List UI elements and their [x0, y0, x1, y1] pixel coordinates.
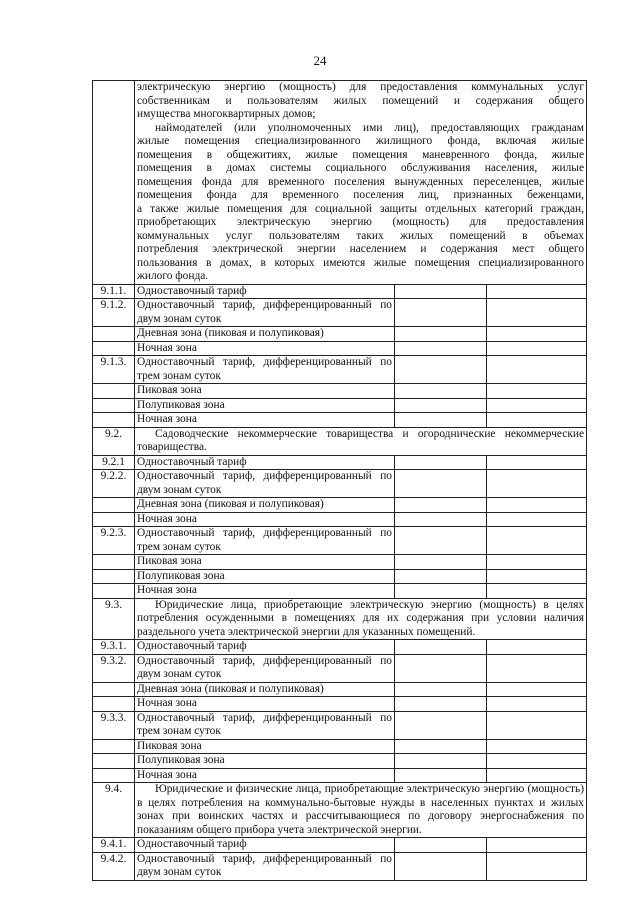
row-number: 9.4.: [93, 783, 135, 838]
row-number: [93, 512, 135, 527]
tariff-value-cell: [395, 838, 487, 853]
table-row: [93, 598, 587, 640]
table-row: [93, 413, 587, 428]
table-row: [93, 569, 587, 584]
tariff-value-cell: [395, 356, 487, 384]
tariff-value-cell: [487, 384, 587, 399]
table-row: [93, 284, 587, 299]
tariff-value-cell: [487, 299, 587, 327]
table-row: [93, 584, 587, 599]
tariff-table-body: [93, 81, 587, 881]
row-description: Ночная зона: [135, 413, 395, 428]
row-description: Одноставочный тариф, дифференцированный по двум зонам суток: [135, 470, 395, 498]
row-description: Одноставочный тариф, дифференцированный по двум зонам суток: [135, 299, 395, 327]
table-row: [93, 398, 587, 413]
row-description: Одноставочный тариф, дифференцированный по трем зонам суток: [135, 356, 395, 384]
tariff-value-cell: [487, 640, 587, 655]
table-row: [93, 512, 587, 527]
row-description: Садоводческие некоммерческие товарищества и огороднические некоммерческие товарищества.: [135, 427, 587, 455]
row-description: Дневная зона (пиковая и полупиковая): [135, 498, 395, 513]
row-description: Одноставочный тариф: [135, 640, 395, 655]
table-row: [93, 527, 587, 555]
row-description: Ночная зона: [135, 768, 395, 783]
tariff-value-cell: [395, 739, 487, 754]
row-number: [93, 682, 135, 697]
tariff-value-cell: [487, 838, 587, 853]
row-description: Пиковая зона: [135, 739, 395, 754]
tariff-value-cell: [487, 569, 587, 584]
row-number: 9.2.: [93, 427, 135, 455]
table-row: [93, 640, 587, 655]
row-number: [93, 697, 135, 712]
tariff-value-cell: [487, 341, 587, 356]
intro-line: жилые помещения специализированного жилищного фонда, включая жилые: [137, 135, 585, 147]
row-number: 9.3.: [93, 598, 135, 640]
row-description: Ночная зона: [135, 697, 395, 712]
tariff-value-cell: [487, 527, 587, 555]
table-row: [93, 356, 587, 384]
tariff-value-cell: [395, 768, 487, 783]
row-number: [93, 398, 135, 413]
row-description: Дневная зона (пиковая и полупиковая): [135, 682, 395, 697]
row-description: Пиковая зона: [135, 555, 395, 570]
row-description: Дневная зона (пиковая и полупиковая): [135, 327, 395, 342]
row-number: 9.4.1.: [93, 838, 135, 853]
table-row: [93, 327, 587, 342]
tariff-value-cell: [395, 398, 487, 413]
table-row: [93, 711, 587, 739]
tariff-value-cell: [395, 384, 487, 399]
table-row: [93, 739, 587, 754]
row-description: Ночная зона: [135, 584, 395, 599]
tariff-value-cell: [395, 682, 487, 697]
table-row: [93, 852, 587, 880]
tariff-value-cell: [487, 398, 587, 413]
row-number: 9.2.3.: [93, 527, 135, 555]
tariff-value-cell: [487, 768, 587, 783]
intro-line: помещения в общежитиях, жилые помещения маневренного фонда, жилые: [137, 148, 585, 161]
table-row: [93, 754, 587, 769]
row-number: [93, 384, 135, 399]
tariff-value-cell: [487, 555, 587, 570]
tariff-value-cell: [395, 697, 487, 712]
table-row: [93, 427, 587, 455]
row-description: Ночная зона: [135, 512, 395, 527]
tariff-table: [92, 80, 587, 881]
tariff-value-cell: [487, 470, 587, 498]
tariff-value-cell: [395, 470, 487, 498]
tariff-value-cell: [487, 754, 587, 769]
row-number: [93, 341, 135, 356]
row-description: Одноставочный тариф, дифференцированный по трем зонам суток: [135, 527, 395, 555]
tariff-value-cell: [487, 739, 587, 754]
tariff-value-cell: [395, 341, 487, 356]
table-row: [93, 555, 587, 570]
row-number: [93, 498, 135, 513]
intro-number-cell: [93, 81, 135, 285]
intro-line: пользования в домах, в которых имеются жилые помещения специализированного: [137, 256, 585, 269]
tariff-value-cell: [395, 852, 487, 880]
table-row: [93, 384, 587, 399]
row-description: Полупиковая зона: [135, 398, 395, 413]
intro-line: а также жилые помещения для социальной защиты отдельных категорий граждан,: [137, 202, 585, 215]
row-description: Одноставочный тариф, дифференцированный по трем зонам суток: [135, 711, 395, 739]
intro-line: коммунальных услуг пользователям таких жилых помещений в объемах: [137, 229, 585, 242]
row-number: 9.2.1: [93, 455, 135, 470]
tariff-value-cell: [395, 654, 487, 682]
row-number: [93, 739, 135, 754]
row-number: [93, 768, 135, 783]
row-description: Пиковая зона: [135, 384, 395, 399]
row-number: 9.1.1.: [93, 284, 135, 299]
tariff-value-cell: [487, 852, 587, 880]
row-number: [93, 569, 135, 584]
table-row: [93, 654, 587, 682]
row-number: 9.3.2.: [93, 654, 135, 682]
row-description: Одноставочный тариф: [135, 455, 395, 470]
row-description: Одноставочный тариф, дифференцированный по двум зонам суток: [135, 852, 395, 880]
tariff-value-cell: [395, 413, 487, 428]
tariff-value-cell: [487, 498, 587, 513]
row-number: 9.3.1.: [93, 640, 135, 655]
tariff-value-cell: [487, 584, 587, 599]
row-description: Одноставочный тариф, дифференцированный по двум зонам суток: [135, 654, 395, 682]
row-number: [93, 754, 135, 769]
intro-line: жилого фонда.: [137, 270, 209, 282]
tariff-value-cell: [395, 754, 487, 769]
table-row: [93, 783, 587, 838]
intro-line: помещения фонда для временного поселения вынужденных переселенцев, жилые: [137, 175, 585, 188]
tariff-value-cell: [487, 356, 587, 384]
table-row: [93, 299, 587, 327]
tariff-value-cell: [395, 640, 487, 655]
row-description: Одноставочный тариф: [135, 838, 395, 853]
row-description: Юридические лица, приобретающие электрическую энергию (мощность) в целях потребления осужденными в помещениях для их содержания при условии наличия раздельного учета электрической энергии для указанных помещений.: [135, 598, 587, 640]
row-number: [93, 584, 135, 599]
tariff-value-cell: [395, 327, 487, 342]
intro-line: наймодателей (или уполномоченных ими лиц), предоставляющих гражданам: [155, 121, 585, 134]
intro-line: помещения фонда для временного поселения лиц, признанных беженцами,: [137, 189, 585, 201]
tariff-value-cell: [487, 654, 587, 682]
table-row: [93, 470, 587, 498]
row-number: 9.1.2.: [93, 299, 135, 327]
tariff-value-cell: [395, 584, 487, 599]
table-row: [93, 341, 587, 356]
row-number: 9.1.3.: [93, 356, 135, 384]
tariff-value-cell: [487, 413, 587, 428]
intro-line: электрическую энергию (мощность) для предоставления коммунальных услуг: [137, 81, 585, 93]
row-number: [93, 413, 135, 428]
intro-row: [93, 81, 587, 285]
tariff-value-cell: [395, 512, 487, 527]
row-description: Одноставочный тариф: [135, 284, 395, 299]
tariff-value-cell: [487, 327, 587, 342]
table-row: [93, 498, 587, 513]
tariff-value-cell: [395, 284, 487, 299]
intro-line: имущества многоквартирных домов;: [137, 108, 316, 120]
row-description: Юридические и физические лица, приобретающие электрическую энергию (мощность) в целях потребления на коммунально-бытовые нужды в населенных пунктах и жилых зонах при воинских частях и рассчитывающиеся по договору энергоснабжения по показаниям общего прибора учета электрической энергии.: [135, 783, 587, 838]
row-description: Полупиковая зона: [135, 754, 395, 769]
intro-text-cell: [135, 81, 587, 285]
tariff-value-cell: [395, 498, 487, 513]
tariff-value-cell: [487, 455, 587, 470]
tariff-value-cell: [487, 697, 587, 712]
intro-line: помещения в домах системы социального обслуживания населения, жилые: [137, 162, 585, 174]
row-number: 9.4.2.: [93, 852, 135, 880]
table-row: [93, 838, 587, 853]
row-description: Ночная зона: [135, 341, 395, 356]
tariff-value-cell: [395, 299, 487, 327]
tariff-value-cell: [487, 284, 587, 299]
table-row: [93, 697, 587, 712]
row-number: 9.2.2.: [93, 470, 135, 498]
row-number: 9.3.3.: [93, 711, 135, 739]
intro-line: приобретающих электрическую энергию (мощность) для предоставления: [137, 216, 585, 228]
table-row: [93, 768, 587, 783]
tariff-value-cell: [395, 455, 487, 470]
table-row: [93, 455, 587, 470]
tariff-value-cell: [395, 555, 487, 570]
row-description: Полупиковая зона: [135, 569, 395, 584]
tariff-value-cell: [395, 711, 487, 739]
page-number: 24: [313, 53, 327, 68]
tariff-value-cell: [395, 569, 487, 584]
row-number: [93, 327, 135, 342]
table-row: [93, 682, 587, 697]
intro-line: собственникам и пользователям жилых помещений и содержания общего: [137, 94, 585, 107]
tariff-value-cell: [395, 527, 487, 555]
tariff-value-cell: [487, 682, 587, 697]
tariff-value-cell: [487, 711, 587, 739]
tariff-value-cell: [487, 512, 587, 527]
intro-line: потребления электрической энергии населением и содержания мест общего: [137, 243, 585, 255]
row-number: [93, 555, 135, 570]
